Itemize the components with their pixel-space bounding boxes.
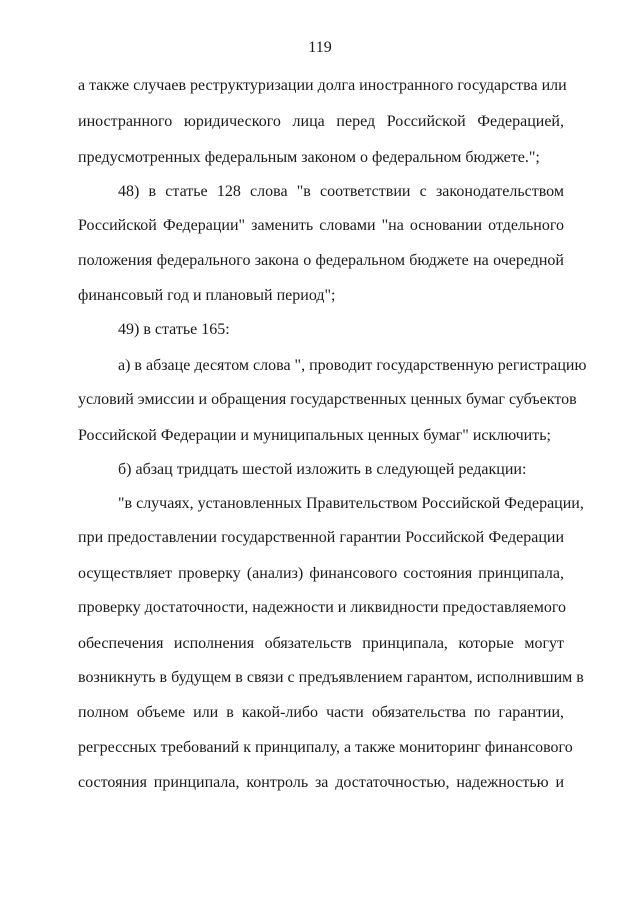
text-line: полном объеме или в какой-либо части обязательства по гарантии, — [78, 704, 564, 721]
text-line: а) в абзаце десятом слова ", проводит государственную регистрацию — [118, 357, 587, 374]
text-line: б) абзац тридцать шестой изложить в следующей редакции: — [118, 461, 527, 478]
text-line: проверку достаточности, надежности и ликвидности предоставляемого — [78, 599, 567, 616]
text-line: условий эмиссии и обращения государственных ценных бумаг субъектов — [78, 391, 577, 408]
text-line: Российской Федерации и муниципальных ценных бумаг" исключить; — [78, 427, 551, 444]
text-line: при предоставлении государственной гарантии Российской Федерации — [78, 529, 564, 546]
text-line: осуществляет проверку (анализ) финансового состояния принципала, — [78, 565, 564, 582]
text-line: иностранного юридического лица перед Российской Федерацией, — [78, 113, 564, 130]
text-line: регрессных требований к принципалу, а также мониторинг финансового — [78, 739, 573, 756]
text-line: предусмотренных федеральным законом о федеральном бюджете."; — [78, 149, 540, 166]
text-line: возникнуть в будущем в связи с предъявлением гарантом, исполнившим в — [78, 669, 584, 686]
page-number: 119 — [308, 39, 332, 56]
text-line: состояния принципала, контроль за достаточностью, надежностью и — [78, 774, 564, 791]
text-line: а также случаев реструктуризации долга иностранного государства или — [78, 77, 567, 94]
text-line: 48) в статье 128 слова "в соответствии с законодательством — [118, 183, 564, 200]
text-line: Российской Федерации" заменить словами "на основании отдельного — [78, 217, 564, 234]
text-line: финансовый год и плановый период"; — [78, 287, 336, 304]
text-line: 49) в статье 165: — [118, 321, 230, 338]
text-line: положения федерального закона о федеральном бюджете на очередной — [78, 252, 564, 269]
text-line: "в случаях, установленных Правительством Российской Федерации, — [118, 495, 584, 512]
text-line: обеспечения исполнения обязательств принципала, которые могут — [78, 635, 564, 652]
